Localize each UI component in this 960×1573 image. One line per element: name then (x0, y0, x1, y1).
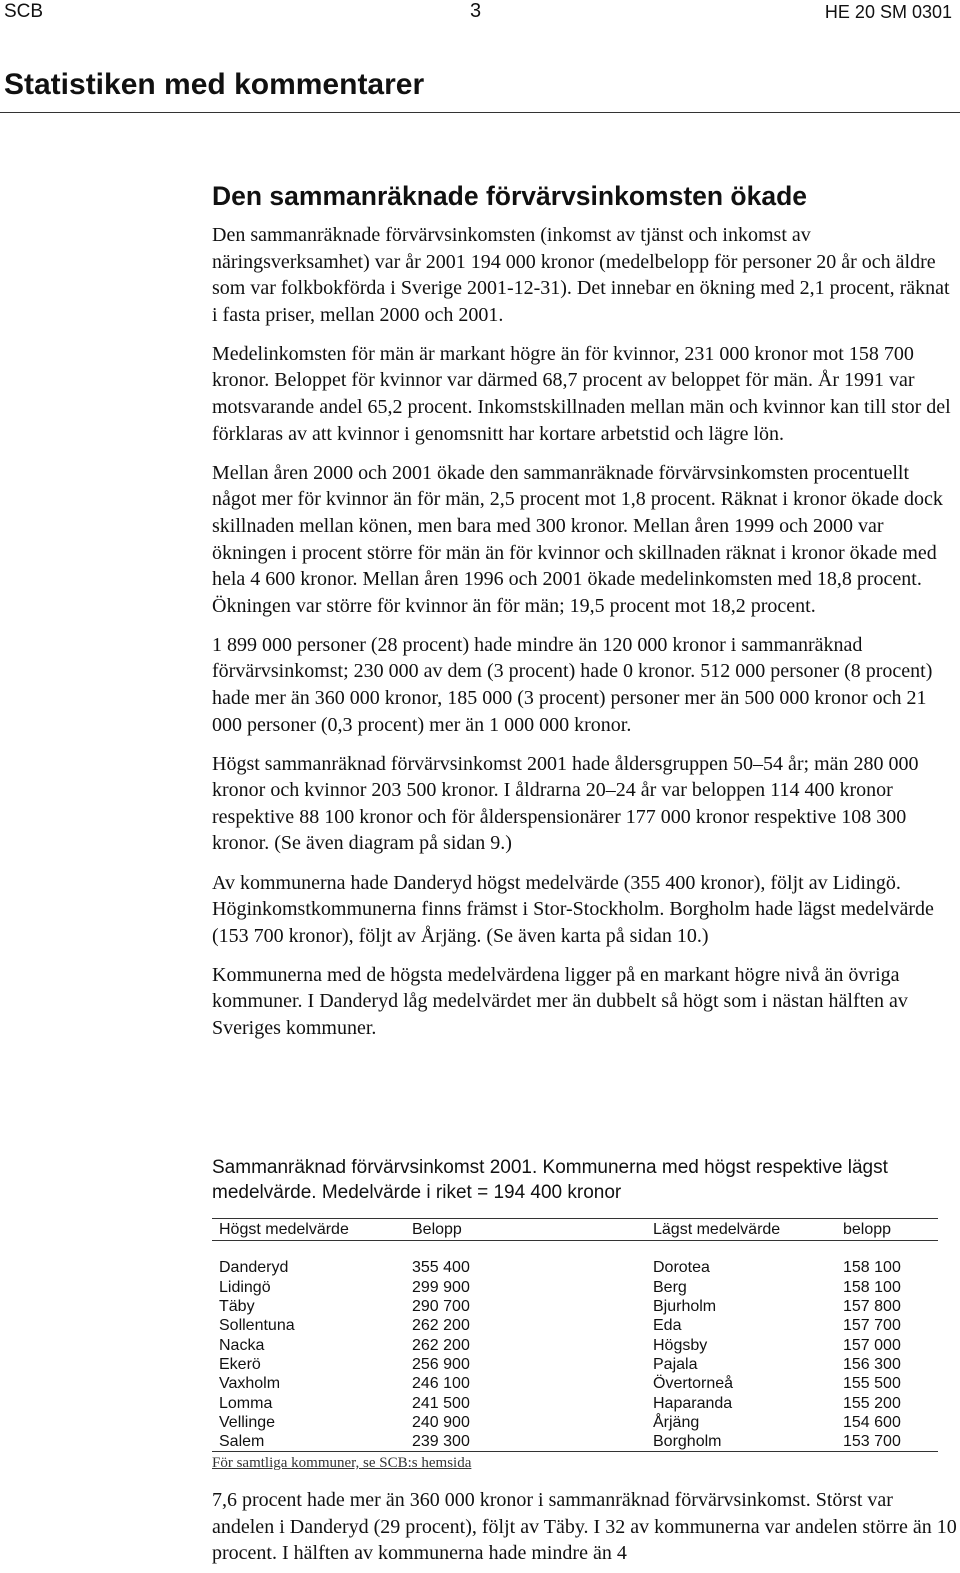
paragraph: Den sammanräknade förvärvsinkomsten (inkomst av tjänst och inkomst av näringsverksamhet) var år 2001 194 000 kronor (medelbelopp för personer 20 år och äldre som var folkbokförda i Sverige 2001-12-31). Det innebar en ökning med 2,1 procent, räknat i fasta priser, mellan 2000 och 2001. (212, 224, 950, 326)
table-row (212, 1413, 938, 1432)
amount-value: 155 200 (843, 1394, 901, 1412)
municipality-name: Borgholm (646, 1432, 836, 1452)
amount-value: 262 200 (412, 1317, 470, 1335)
column-header-amount: Belopp (405, 1219, 646, 1241)
header-publisher: SCB (4, 1, 44, 22)
municipality-name: Lomma (219, 1394, 273, 1412)
amount-value: 256 900 (412, 1355, 470, 1373)
municipality-name: Bjurholm (653, 1297, 717, 1315)
table-row (212, 1297, 938, 1316)
municipality-name: Täby (219, 1297, 255, 1315)
municipality-name: Ekerö (219, 1355, 261, 1373)
municipality-name: Danderyd (219, 1259, 289, 1277)
municipality-name: Salem (212, 1432, 405, 1452)
amount-value: 239 300 (405, 1432, 646, 1452)
section-divider (0, 112, 960, 113)
municipality-name: Haparanda (653, 1394, 733, 1412)
municipality-name: Pajala (653, 1355, 698, 1373)
amount-value: 157 800 (843, 1297, 901, 1315)
amount-value: 290 700 (412, 1297, 470, 1315)
paragraph: Mellan åren 2000 och 2001 ökade den sammanräknade förvärvsinkomsten procentuellt något mer för kvinnor än för män, 2,5 procent mot 1,8 procent. Räknat i kronor ökade dock skillnaden mellan könen, men bara med 300 kronor. Mellan åren 1999 och 2000 var ökningen i procent större för män än för kvinnor och skillnaden räknat i kronor ökade med hela 4 600 kronor. Mellan åren 1996 och 2001 ökade medelinkomsten med 18,8 procent. Ökningen var större för kvinnor än för män; 19,5 procent mot 18,2 procent. (212, 461, 943, 617)
municipality-name: Eda (653, 1317, 682, 1335)
amount-value: 157 700 (843, 1317, 901, 1335)
column-header-lowest: Lägst medelvärde (646, 1219, 836, 1241)
municipality-name: Årjäng (653, 1413, 700, 1431)
table-row (212, 1432, 938, 1452)
municipality-name: Sollentuna (219, 1317, 295, 1335)
paragraph: Av kommunerna hade Danderyd högst medelvärde (355 400 kronor), följt av Lidingö. Höginkomstkommunerna finns främst i Stor-Stockholm. Borgholm hade lägst medelvärde (153 700 kronor), följt av Årjäng. (Se även karta på sidan 10.) (212, 871, 934, 947)
table-row (212, 1393, 938, 1412)
column-header-amount: belopp (836, 1219, 938, 1241)
paragraph: Medelinkomsten för män är markant högre än för kvinnor, 231 000 kronor mot 158 700 kronor. Beloppet för kvinnor var därmed 68,7 procent av beloppet för män. År 1991 var motsvarande andel 65,2 procent. Inkomstskillnaden mellan män och kvinnor kan till stor del förklaras av att kvinnor i genomsnitt har kortare arbetstid och lägre lön. (212, 342, 951, 445)
section-title: Statistiken med kommentarer (4, 68, 425, 101)
amount-value: 153 700 (836, 1432, 938, 1452)
source-link[interactable]: För samtliga kommuner, se SCB:s hemsida (212, 1455, 472, 1471)
municipality-name: Berg (653, 1278, 687, 1296)
amount-value: 156 300 (843, 1355, 901, 1373)
amount-value: 241 500 (412, 1394, 470, 1412)
paragraph: Högst sammanräknad förvärvsinkomst 2001 hade åldersgruppen 50–54 år; män 280 000 kronor och kvinnor 203 500 kronor. I åldrarna 20–24 år var beloppen 114 400 kronor respektive 88 100 kronor och för ålderspensionärer 177 000 kronor respektive 108 300 kronor. (Se även diagram på sidan 9.) (212, 752, 919, 855)
municipality-name: Nacka (219, 1336, 265, 1354)
table-row (212, 1277, 938, 1296)
page-number: 3 (470, 0, 482, 22)
page-header (0, 0, 960, 24)
column-header-highest: Högst medelvärde (212, 1219, 405, 1241)
header-report-id: HE 20 SM 0301 (824, 2, 952, 22)
amount-value: 262 200 (412, 1336, 470, 1354)
municipality-name: Vellinge (219, 1413, 276, 1431)
subsection-title: Den sammanräknade förvärvsinkomsten ökade (212, 181, 808, 211)
paragraph: Kommunerna med de högsta medelvärdena ligger på en markant högre nivå än övriga kommuner. I Danderyd låg medelvärdet mer än dubbelt så högt som i nästan hälften av Sveriges kommuner. (212, 963, 908, 1040)
amount-value: 155 500 (843, 1375, 901, 1393)
paragraph: 1 899 000 personer (28 procent) hade mindre än 120 000 kronor i sammanräknad förvärvsinkomst; 230 000 av dem (3 procent) hade 0 kronor. 512 000 personer (8 procent) hade mer än 360 000 kronor, 185 000 (3 procent) personer mer än 500 000 kronor och 21 000 personer (0,3 procent) mer än 1 000 000 kronor. (212, 633, 933, 736)
table-header-row (212, 1219, 938, 1241)
amount-value: 158 100 (843, 1278, 901, 1296)
table-row (212, 1316, 938, 1335)
table-caption: Sammanräknad förvärvsinkomst 2001. Kommunerna med högst respektive lägst medelvärde. Medelvärde i riket = 194 400 kronor (212, 1157, 888, 1203)
municipality-name: Dorotea (653, 1259, 710, 1277)
table-row (212, 1335, 938, 1354)
paragraph-after-table: 7,6 procent hade mer än 360 000 kronor i sammanräknad förvärvsinkomst. Störst var andelen i Danderyd (29 procent), följt av Täby. I 32 av kommunerna var andelen större än 10 procent. I hälften av kommunerna hade mindre än 4 (212, 1489, 957, 1565)
amount-value: 154 600 (843, 1413, 901, 1431)
table-row (212, 1374, 938, 1393)
table-spacer-row (212, 1241, 938, 1259)
municipality-name: Lidingö (219, 1278, 271, 1296)
amount-value: 355 400 (412, 1259, 470, 1277)
municipality-income-table (212, 1218, 938, 1452)
amount-value: 157 000 (843, 1336, 901, 1354)
amount-value: 299 900 (412, 1278, 470, 1296)
table-row (212, 1355, 938, 1374)
municipality-name: Vaxholm (219, 1375, 281, 1393)
municipality-name: Övertorneå (653, 1375, 734, 1393)
body-text (212, 222, 957, 1054)
table-row (212, 1258, 938, 1277)
municipality-name: Högsby (653, 1336, 708, 1354)
amount-value: 240 900 (412, 1413, 470, 1431)
amount-value: 158 100 (843, 1259, 901, 1277)
amount-value: 246 100 (412, 1375, 470, 1393)
